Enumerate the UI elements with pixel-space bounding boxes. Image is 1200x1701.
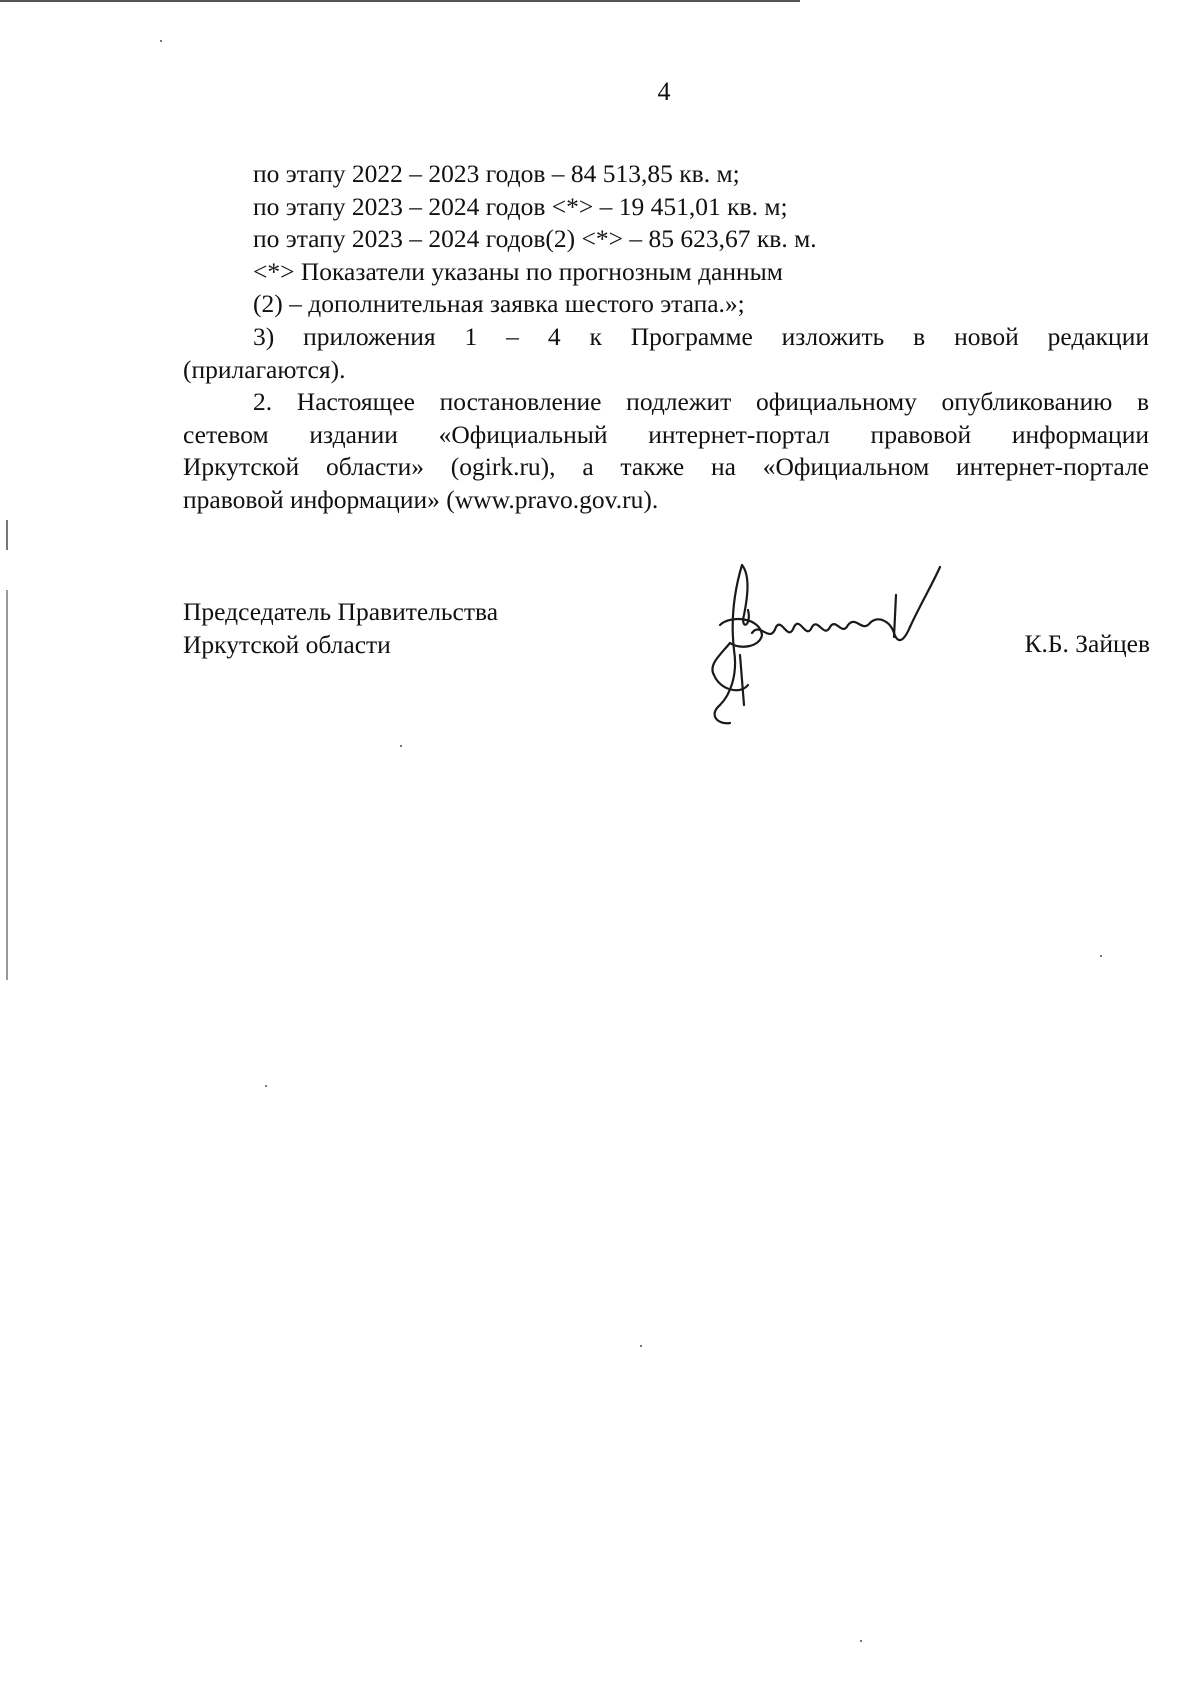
scan-dust xyxy=(265,1085,267,1087)
item-2-first-line: 2. Настоящее постановление подлежит официальному опубликованию в xyxy=(253,387,1149,417)
stage-line-1: по этапу 2022 – 2023 годов – 84 513,85 кв. м; xyxy=(253,159,740,188)
scan-dust xyxy=(160,40,162,42)
scan-dust xyxy=(1100,955,1102,957)
scan-dust xyxy=(860,1640,862,1642)
scan-dust xyxy=(400,745,402,747)
page-number: 4 xyxy=(657,77,671,106)
additional-note-line: (2) – дополнительная заявка шестого этапа.»; xyxy=(253,289,745,319)
item-3-paragraph xyxy=(183,321,1149,386)
stage-line-3: по этапу 2023 – 2024 годов(2) <*> – 85 623,67 кв. м. xyxy=(253,224,817,254)
handwritten-signature xyxy=(700,555,970,735)
signatory-title-line-1: Председатель Правительства xyxy=(183,597,499,626)
scan-artifact xyxy=(6,590,8,980)
signatory-name: К.Б. Зайцев xyxy=(1024,629,1150,658)
scan-edge-line xyxy=(0,0,800,2)
signatory-title-line-2: Иркутской области xyxy=(183,629,391,659)
item-2-line-3: Иркутской области» (ogirk.ru), а также на «Официальном интернет-портале xyxy=(183,452,1149,482)
scan-artifact xyxy=(6,520,8,550)
item-2-line-4: правовой информации» (www.pravo.gov.ru). xyxy=(183,484,659,514)
item-2-paragraph xyxy=(183,386,1149,516)
item-3-rest: (прилагаются). xyxy=(183,354,346,384)
scan-dust xyxy=(640,1345,642,1347)
document-body xyxy=(183,158,1149,517)
footnote-line: <*> Показатели указаны по прогнозным данным xyxy=(253,256,783,286)
item-3-first-line: 3) приложения 1 – 4 к Программе изложить в новой редакции xyxy=(253,321,1149,351)
item-2-line-2: сетевом издании «Официальный интернет-портал правовой информации xyxy=(183,419,1149,449)
signatory-title xyxy=(183,596,498,661)
stage-line-2: по этапу 2023 – 2024 годов <*> – 19 451,01 кв. м; xyxy=(253,191,788,221)
